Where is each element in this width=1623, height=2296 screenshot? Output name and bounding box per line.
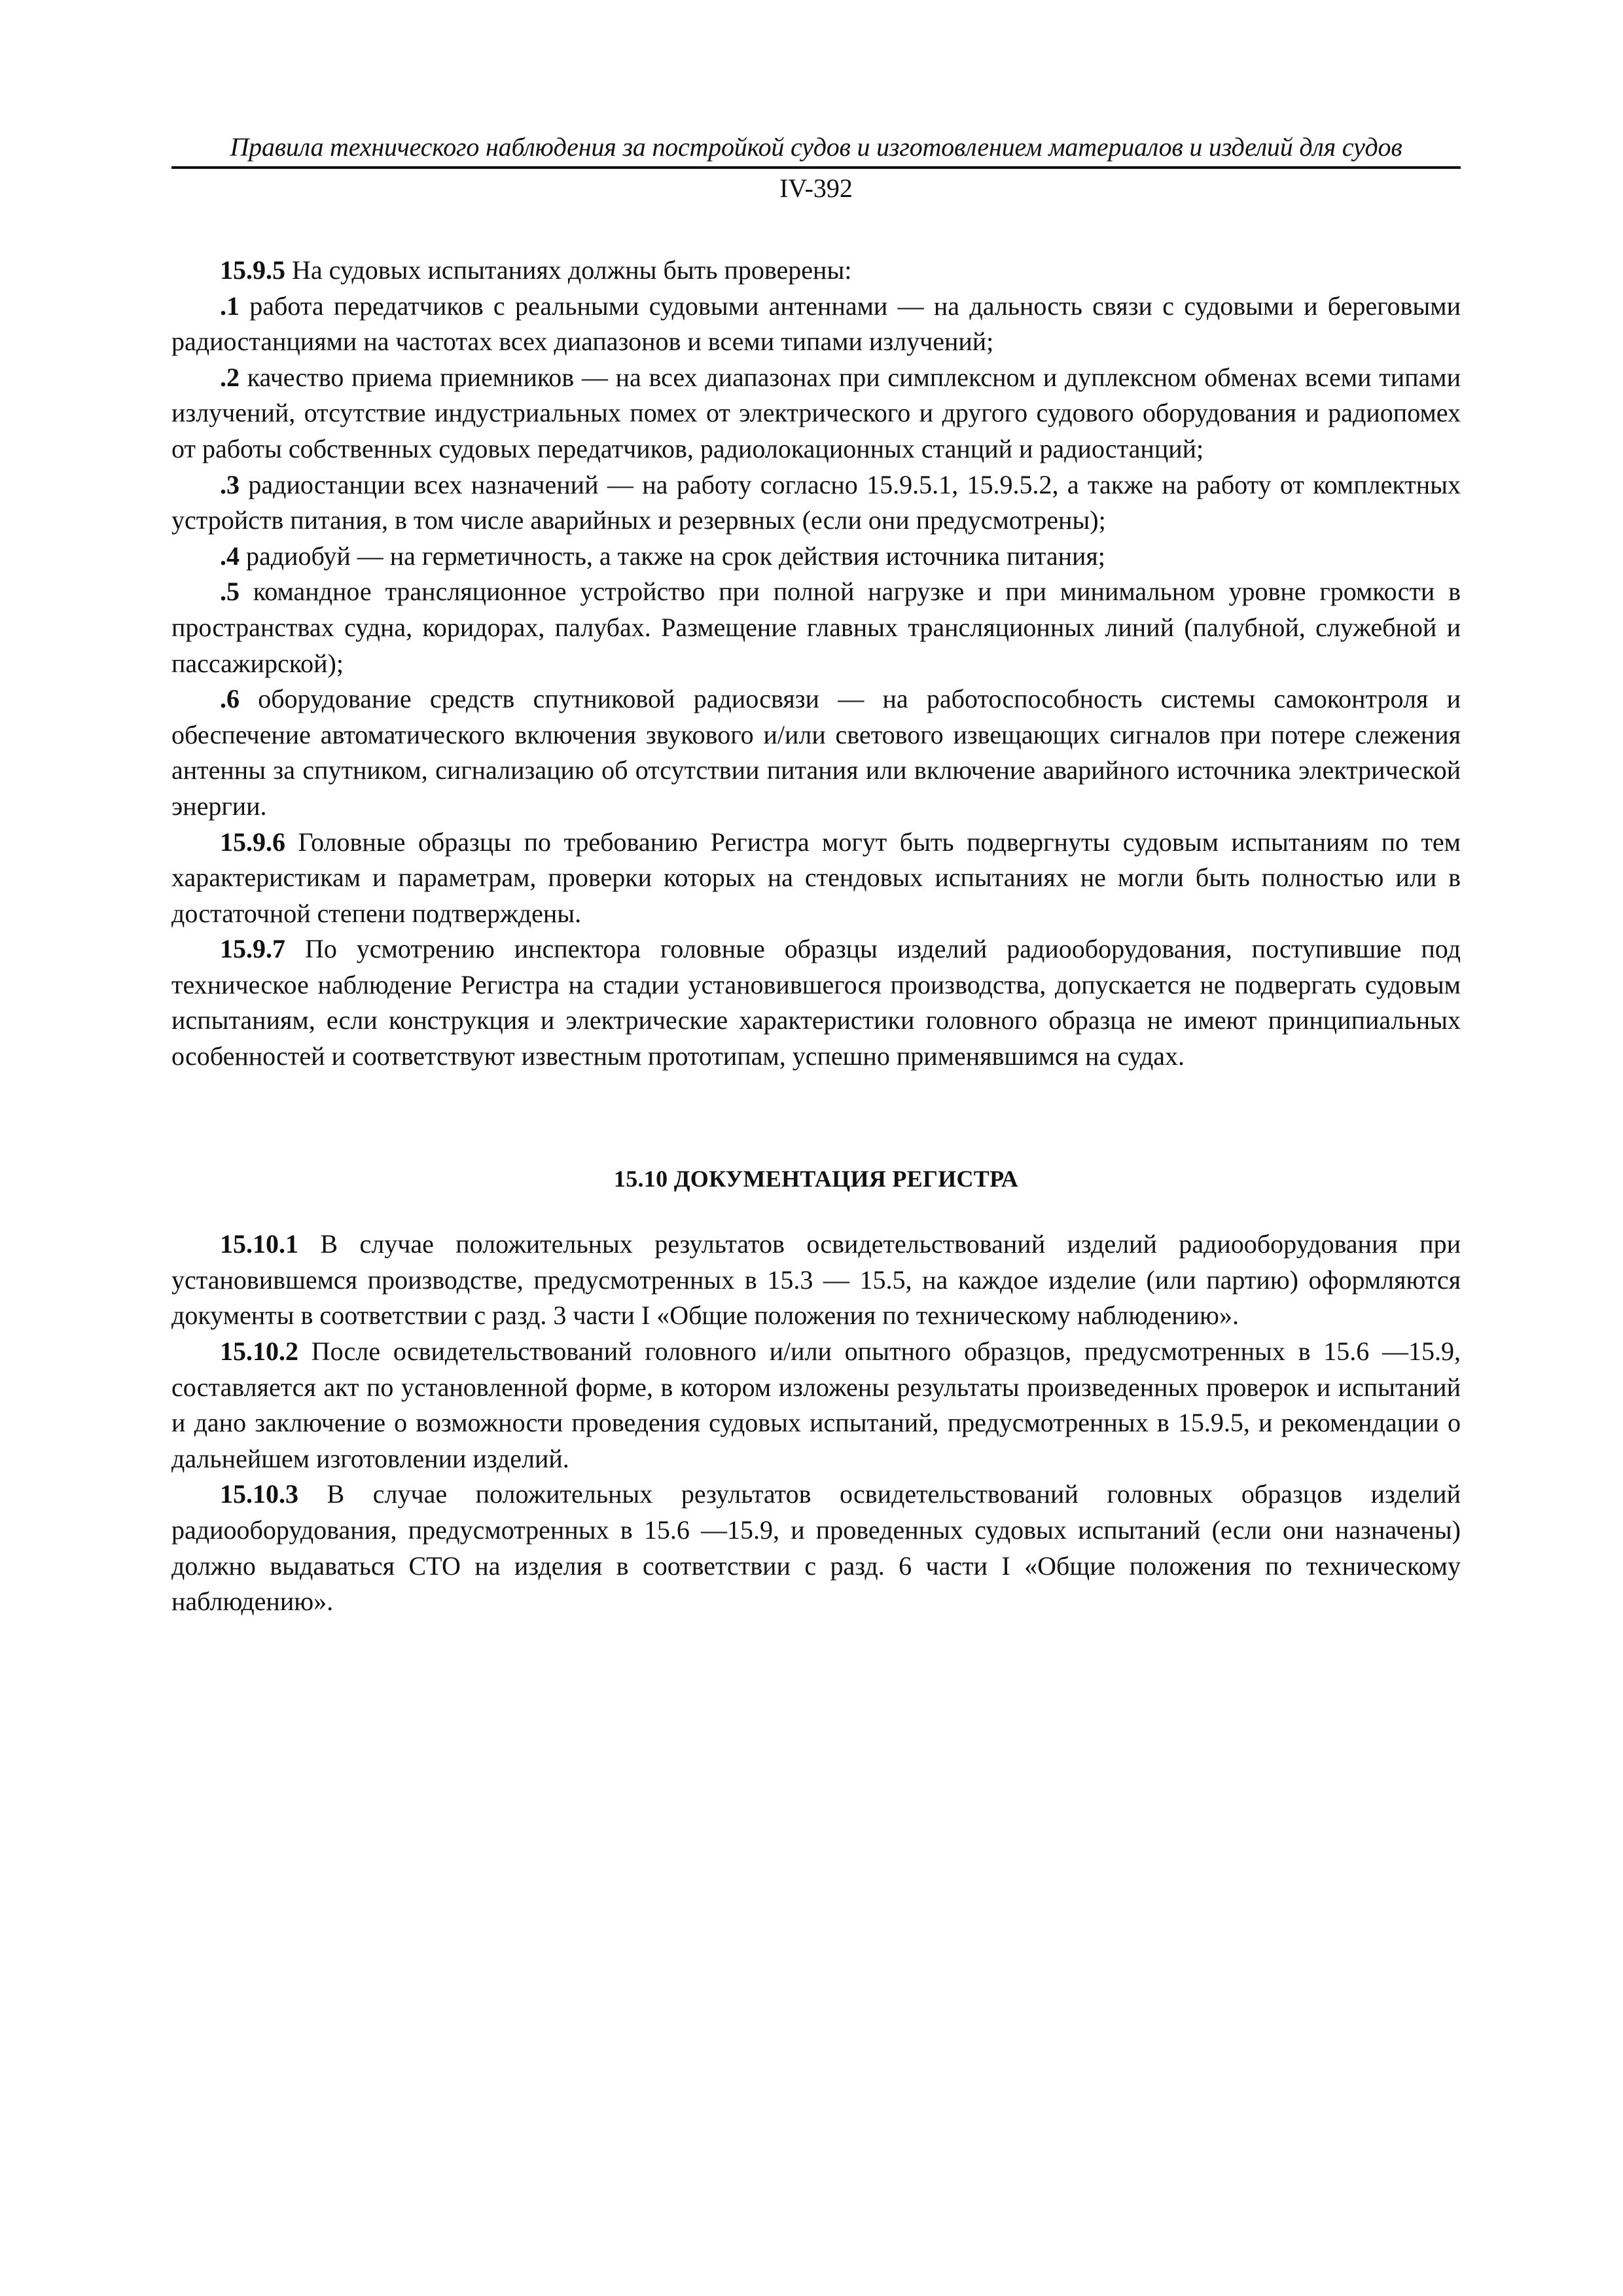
paragraph-text: Головные образцы по требованию Регистра могут быть подвергнуты судовым испытаниям по тем характеристикам и параметрам, проверки которых на стендовых испытаниях не могли быть полностью или в достаточной степени подтверждены. (171, 827, 1461, 928)
clause-number: 15.9.7 (220, 934, 285, 964)
paragraph-text: По усмотрению инспектора головные образцы изделий радиооборудования, поступившие под техническое наблюдение Регистра на стадии установившегося производства, допускается не подвергать судовым испытаниям, если конструкция и электрические характеристики головного образца не имеют принципиальных особенностей и соответствуют известным прототипам, успешно применявшимся на судах. (171, 934, 1461, 1071)
document-body (171, 253, 1461, 1620)
header-rule (171, 166, 1461, 169)
item-number: .5 (220, 577, 240, 607)
paragraph-15-10-2 (171, 1334, 1461, 1477)
paragraph-text: После освидетельствований головного и/или опытного образцов, предусмотренных в 15.6 —15.9, составляется акт по установленной форме, в котором изложены результаты произведенных проверок и испытаний и дано заключение о возможности проведения судовых испытаний, предусмотренных в 15.9.5, и рекомендации о дальнейшем изготовлении изделий. (171, 1336, 1461, 1473)
list-item-4 (171, 539, 1461, 575)
clause-number: 15.9.6 (220, 827, 285, 857)
paragraph-15-10-1 (171, 1227, 1461, 1334)
clause-number: 15.10.2 (220, 1336, 298, 1367)
item-number: .4 (220, 541, 240, 571)
item-text: оборудование средств спутниковой радиосвязи — на работоспособность системы самоконтроля и обеспечение автоматического включения звукового и/или светового извещающих сигналов при потере слежения антенны за спутником, сигнализацию об отсутствии питания или включение аварийного источника электрической энергии. (171, 684, 1461, 821)
item-text: работа передатчиков с реальными судовыми антеннами — на дальность связи с судовыми и береговыми радиостанциями на частотах всех диапазонов и всеми типами излучений; (171, 291, 1461, 357)
paragraph-text: На судовых испытаниях должны быть проверены: (285, 255, 852, 285)
item-number: .3 (220, 469, 240, 499)
item-text: качество приема приемников — на всех диапазонах при симплексном и дуплексном обменах всеми типами излучений, отсутствие индустриальных помех от электрического и другого судового оборудования и радиопомех от работы собственных судовых передатчиков, радиолокационных станций и радиостанций; (171, 362, 1461, 463)
clause-number: 15.10.1 (220, 1229, 298, 1259)
item-number: .2 (220, 362, 240, 392)
running-title: Правила технического наблюдения за постройкой судов и изготовлением материалов и изделий для судов (230, 132, 1402, 162)
item-number: .6 (220, 684, 240, 714)
paragraph-text: В случае положительных результатов освидетельствований головных образцов изделий радиооборудования, предусмотренных в 15.6 —15.9, и проведенных судовых испытаний (если они назначены) должно выдаваться СТО на изделия в соответствии с разд. 6 части I «Общие положения по техническому наблюдению». (171, 1479, 1461, 1617)
page-header (171, 130, 1461, 206)
section-heading: 15.10 ДОКУМЕНТАЦИЯ РЕГИСТРА (613, 1165, 1019, 1192)
item-number: .1 (220, 291, 240, 321)
clause-number: 15.10.3 (220, 1479, 298, 1509)
paragraph-15-10-3 (171, 1477, 1461, 1619)
item-text: радиобуй — на герметичность, а также на срок действия источника питания; (240, 541, 1105, 571)
page-number: IV-392 (779, 173, 853, 203)
list-item-5 (171, 574, 1461, 681)
clause-number: 15.9.5 (220, 255, 285, 285)
paragraph-15-9-6 (171, 825, 1461, 932)
paragraph-15-9-5 (171, 253, 1461, 289)
list-item-6 (171, 681, 1461, 824)
paragraph-15-9-7 (171, 931, 1461, 1074)
list-item-3 (171, 467, 1461, 539)
list-item-2 (171, 360, 1461, 467)
item-text: командное трансляционное устройство при полной нагрузке и при минимальном уровне громкости в пространствах судна, коридорах, палубах. Размещение главных трансляционных линий (палубной, служебной и пассажирской); (171, 577, 1461, 678)
list-item-1 (171, 289, 1461, 360)
paragraph-text: В случае положительных результатов освидетельствований изделий радиооборудования при установившемся производстве, предусмотренных в 15.3 — 15.5, на каждое изделие (или партию) оформляются документы в соответствии с разд. 3 части I «Общие положения по техническому наблюдению». (171, 1229, 1461, 1331)
item-text: радиостанции всех назначений — на работу согласно 15.9.5.1, 15.9.5.2, а также на работу от комплектных устройств питания, в том числе аварийных и резервных (если они предусмотрены); (171, 469, 1461, 535)
